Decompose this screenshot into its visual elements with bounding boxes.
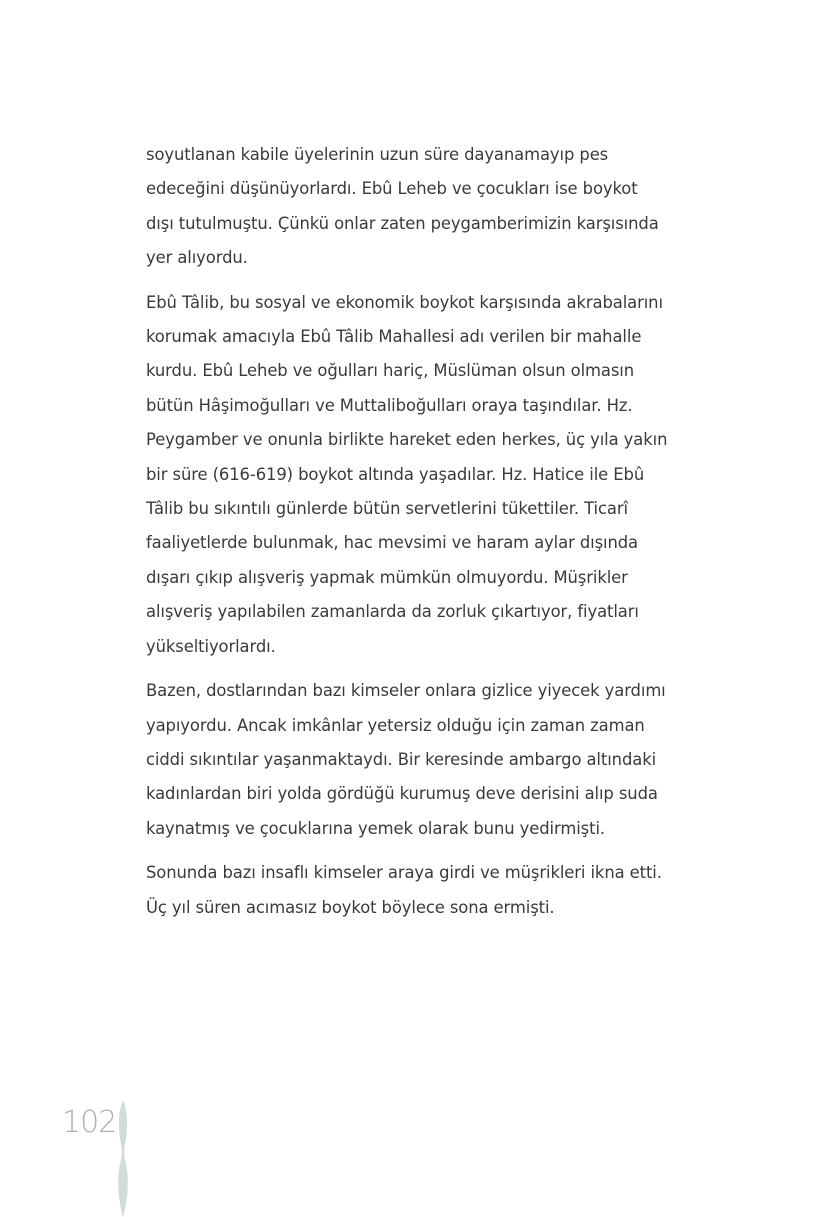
text-line: bütün Hâşimoğulları ve Muttaliboğulları oraya taşındılar. Hz. bbox=[146, 395, 633, 415]
text-line: Tâlib bu sıkıntılı günlerde bütün servetlerini tükettiler. Ticarî bbox=[146, 499, 628, 519]
text-line: yer alıyordu. bbox=[146, 248, 248, 268]
text-line: Ebû Tâlib, bu sosyal ve ekonomik boykot karşısında akrabalarını bbox=[146, 292, 663, 312]
text-line: Bazen, dostlarından bazı kimseler onlara gizlice yiyecek yardımı bbox=[146, 681, 666, 701]
text-line: edeceğini düşünüyorlardı. Ebû Leheb ve çocukları ise boykot bbox=[146, 179, 638, 199]
leaf-ornament-icon bbox=[114, 1100, 132, 1217]
page-number: 102 bbox=[62, 1105, 117, 1140]
paragraph-1 bbox=[146, 138, 706, 276]
text-line: kadınlardan biri yolda gördüğü kurumuş deve derisini alıp suda bbox=[146, 784, 658, 804]
text-line: yapıyordu. Ancak imkânlar yetersiz olduğu için zaman zaman bbox=[146, 715, 645, 735]
text-line: kurdu. Ebû Leheb ve oğulları hariç, Müslüman olsun olmasın bbox=[146, 361, 635, 381]
paragraph-3 bbox=[146, 674, 706, 846]
paragraph-4 bbox=[146, 856, 706, 925]
text-line: kaynatmış ve çocuklarına yemek olarak bunu yedirmişti. bbox=[146, 818, 606, 838]
text-line: Sonunda bazı insaflı kimseler araya girdi ve müşrikleri ikna etti. bbox=[146, 863, 662, 883]
text-line: Peygamber ve onunla birlikte hareket eden herkes, üç yıla yakın bbox=[146, 430, 668, 450]
text-line: korumak amacıyla Ebû Tâlib Mahallesi adı verilen bir mahalle bbox=[146, 327, 642, 347]
text-line: bir süre (616-619) boykot altında yaşadılar. Hz. Hatice ile Ebû bbox=[146, 464, 645, 484]
text-line: Üç yıl süren acımasız boykot böylece sona ermişti. bbox=[146, 897, 555, 917]
text-line: dışı tutulmuştu. Çünkü onlar zaten peygamberimizin karşısında bbox=[146, 213, 659, 233]
page-body bbox=[146, 138, 706, 935]
paragraph-2 bbox=[146, 286, 706, 664]
text-line: yükseltiyorlardı. bbox=[146, 636, 276, 656]
text-line: dışarı çıkıp alışveriş yapmak mümkün olmuyordu. Müşrikler bbox=[146, 567, 628, 587]
text-line: soyutlanan kabile üyelerinin uzun süre dayanamayıp pes bbox=[146, 145, 609, 164]
text-line: ciddi sıkıntılar yaşanmaktaydı. Bir keresinde ambargo altındaki bbox=[146, 749, 657, 769]
text-line: faaliyetlerde bulunmak, hac mevsimi ve haram aylar dışında bbox=[146, 533, 639, 553]
text-line: alışveriş yapılabilen zamanlarda da zorluk çıkartıyor, fiyatları bbox=[146, 602, 639, 622]
